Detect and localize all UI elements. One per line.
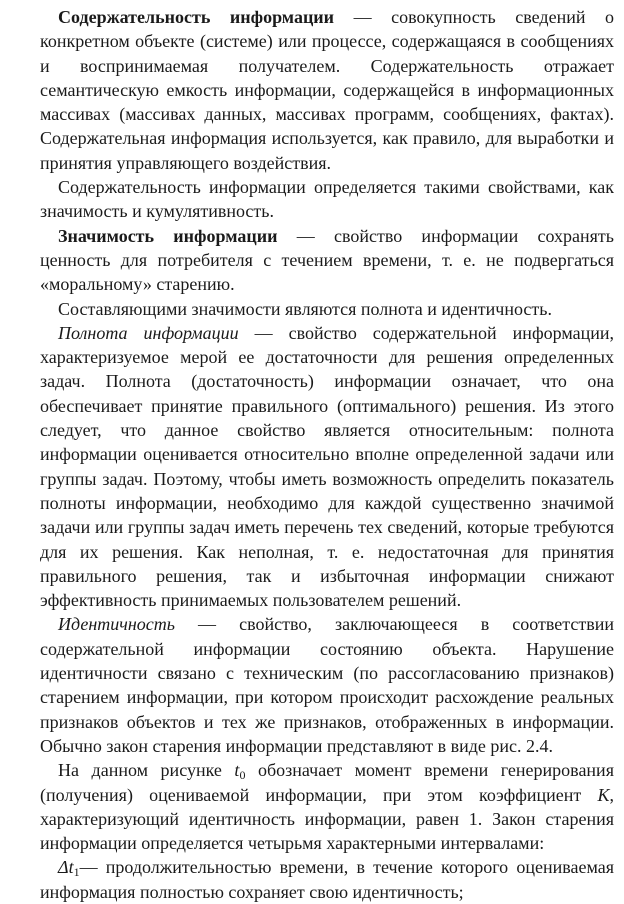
paragraph-text: — свойство содержательной информации, характеризуемое мерой ее достаточности для решения определенных задач. Полнота (достаточность) информации означает, что она обеспечивает принятие правильного (оптимального) решения. Из этого следует, что данное свойство является относительным: полнота информации оценивается относительно вполне определенной задачи или группы задач. Поэтому, чтобы иметь возможность определить показатель полноты информации, необходимо для каждой существенно значимой задачи или группы задач иметь перечень тех сведений, которые требуются для их решения. Как неполная, т. е. недостаточная для принятия правильного решения, так и избыточная информации снижают эффективность принимаемых пользователем решений. bbox=[40, 322, 614, 611]
paragraph-identity-definition bbox=[40, 612, 614, 758]
paragraph-figure-description bbox=[40, 758, 614, 855]
paragraph-significance-definition bbox=[40, 224, 614, 297]
paragraph-content-properties bbox=[40, 175, 614, 224]
symbol-delta-t-subscript: 1 bbox=[73, 865, 80, 880]
term-content: Содержательность информации bbox=[58, 7, 335, 27]
symbol-delta-t: Δt bbox=[58, 857, 74, 878]
paragraph-text: — свойство информации сохранять ценность для потребителя с течением времени, т. е. не подвергаться «моральному» старению. bbox=[40, 225, 615, 295]
paragraph-text: — свойство, заключающееся в соответствии содержательной информации состоянию объекта. Нарушение идентичности связано с техническим (по рассогласованию признаков) старением информации, при котором происходит расхождение реальных признаков объектов и тех же признаков, отображенных в информации. Обычно закон старения информации представляют в виде рис. 2.4. bbox=[40, 614, 614, 756]
paragraph-text: , характеризующий идентичность информации, равен 1. Закон старения информации определяется четырьмя характерными интервалами: bbox=[40, 784, 614, 854]
paragraph-text: — совокупность сведений о конкретном объекте (системе) или процессе, содержащаяся в сообщениях и воспринимаемая получателем. Содержательность отражает семантическую емкость информации, содержащейся в информационных массивах (массивах данных, массивах программ, сообщениях, фактах). Содержательная информация используется, как правило, для выработки и принятия управляющего воздействия. bbox=[40, 7, 614, 173]
paragraph-interval-1 bbox=[40, 855, 614, 904]
term-significance: Значимость информации bbox=[58, 225, 278, 246]
term-identity: Идентичность bbox=[58, 614, 175, 635]
paragraph-text: На данном рисунке bbox=[58, 760, 235, 781]
paragraph-text: обозначает момент времени генерирования (получения) оцениваемой информации, при этом коэффициент bbox=[40, 760, 614, 805]
paragraph-text: — продолжительностью времени, в течение которого оцениваемая информация полностью сохраняет свою идентичность; bbox=[40, 857, 614, 902]
symbol-t: t bbox=[234, 760, 240, 781]
paragraph-text: Содержательность информации определяется такими свойствами, как значимость и кумулятивность. bbox=[40, 177, 614, 222]
paragraph-completeness-definition bbox=[40, 321, 614, 613]
paragraph-content-definition bbox=[40, 5, 614, 175]
paragraph-text: Составляющими значимости являются полнота и идентичность. bbox=[58, 298, 552, 319]
document-page bbox=[40, 0, 614, 904]
term-completeness: Полнота информации bbox=[58, 322, 239, 343]
symbol-k: K bbox=[597, 784, 610, 805]
symbol-t-subscript: 0 bbox=[239, 768, 246, 783]
paragraph-significance-components bbox=[40, 297, 614, 321]
